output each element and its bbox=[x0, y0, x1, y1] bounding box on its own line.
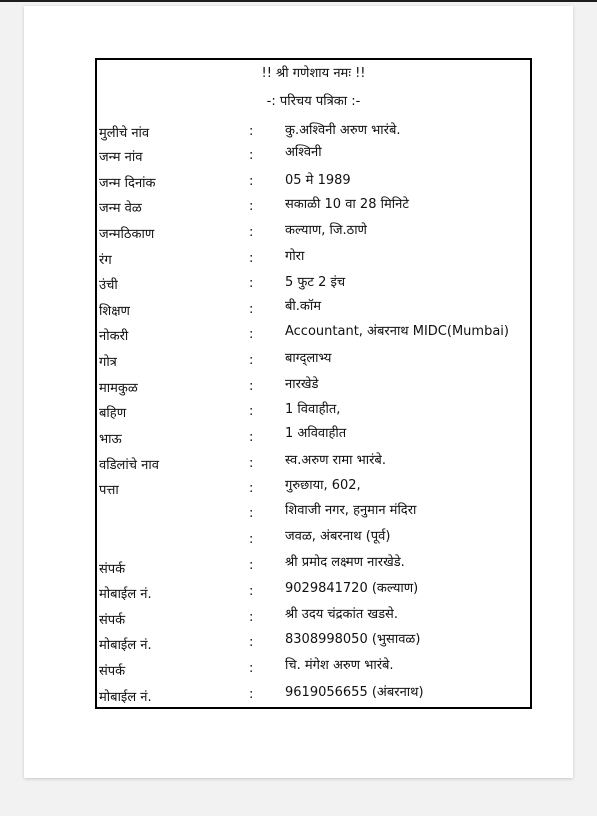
separator: : bbox=[249, 456, 254, 471]
separator: : bbox=[249, 506, 254, 521]
value-birth-time: सकाळी 10 वा 28 मिनिटे bbox=[285, 197, 409, 212]
label-birth-name: जन्म नांव bbox=[99, 150, 143, 165]
biodata-frame bbox=[95, 58, 532, 709]
label-mobile-2: मोबाईल नं. bbox=[99, 638, 152, 653]
separator: : bbox=[249, 687, 254, 702]
label-father-name: वडिलांचे नाव bbox=[99, 458, 159, 473]
separator: : bbox=[249, 174, 254, 189]
label-contact-3: संपर्क bbox=[99, 664, 126, 679]
label-birth-time: जन्म वेळ bbox=[99, 201, 142, 216]
value-birth-name: अश्विनी bbox=[285, 145, 322, 160]
separator: : bbox=[249, 327, 254, 342]
label-mobile-1: मोबाईल नं. bbox=[99, 587, 152, 602]
value-mobile-1: 9029841720 (कल्याण) bbox=[285, 581, 419, 596]
label-address: पत्ता bbox=[99, 483, 119, 498]
value-father-name: स्व.अरुण रामा भारंबे. bbox=[285, 453, 386, 468]
label-girl-name: मुलीचे नांव bbox=[99, 126, 150, 141]
value-girl-name: कु.अश्विनी अरुण भारंबे. bbox=[285, 123, 401, 138]
value-height: 5 फुट 2 इंच bbox=[285, 275, 346, 290]
label-birth-place: जन्मठिकाण bbox=[99, 227, 155, 242]
separator: : bbox=[249, 276, 254, 291]
separator: : bbox=[249, 635, 254, 650]
separator: : bbox=[249, 124, 254, 139]
value-mobile-2: 8308998050 (भुसावळ) bbox=[285, 632, 421, 647]
separator: : bbox=[249, 404, 254, 419]
label-education: शिक्षण bbox=[99, 304, 130, 319]
value-mobile-3: 9619056655 (अंबरनाथ) bbox=[285, 685, 424, 700]
value-birth-place: कल्याण, जि.ठाणे bbox=[285, 223, 367, 238]
value-sister: 1 विवाहीत, bbox=[285, 402, 341, 417]
label-height: उंची bbox=[99, 278, 118, 293]
value-education: बी.कॉम bbox=[285, 299, 322, 314]
value-birth-date: 05 मे 1989 bbox=[285, 173, 351, 188]
value-address-line-3: जवळ, अंबरनाथ (पूर्व) bbox=[285, 529, 391, 544]
invocation-heading: !! श्री गणेशाय नमः !! bbox=[261, 66, 366, 81]
label-contact-1: संपर्क bbox=[99, 562, 126, 577]
document-title: -: परिचय पत्रिका :- bbox=[266, 94, 361, 109]
value-complexion: गोरा bbox=[285, 249, 305, 264]
label-complexion: रंग bbox=[99, 253, 112, 268]
value-contact-3: चि. मंगेश अरुण भारंबे. bbox=[285, 658, 394, 673]
value-address-line-2: शिवाजी नगर, हनुमान मंदिरा bbox=[285, 503, 417, 518]
separator: : bbox=[249, 302, 254, 317]
value-address-line-1: गुरुछाया, 602, bbox=[285, 478, 361, 493]
separator: : bbox=[249, 148, 254, 163]
separator: : bbox=[249, 379, 254, 394]
label-birth-date: जन्म दिनांक bbox=[99, 176, 156, 191]
document-page bbox=[24, 6, 573, 778]
separator: : bbox=[249, 610, 254, 625]
value-contact-1: श्री प्रमोद लक्ष्मण नारखेडे. bbox=[285, 555, 405, 570]
separator: : bbox=[249, 430, 254, 445]
label-brother: भाऊ bbox=[99, 432, 122, 447]
value-gotra: बाग्द्लाभ्य bbox=[285, 351, 332, 366]
separator: : bbox=[249, 225, 254, 240]
separator: : bbox=[249, 584, 254, 599]
label-mobile-3: मोबाईल नं. bbox=[99, 690, 152, 705]
separator: : bbox=[249, 481, 254, 496]
separator: : bbox=[249, 661, 254, 676]
separator: : bbox=[249, 532, 254, 547]
label-job: नोकरी bbox=[99, 329, 129, 344]
value-job: Accountant, अंबरनाथ MIDC(Mumbai) bbox=[285, 324, 509, 339]
label-maternal-family: मामकुळ bbox=[99, 381, 138, 396]
value-contact-2: श्री उदय चंद्रकांत खडसे. bbox=[285, 607, 398, 622]
label-sister: बहिण bbox=[99, 406, 127, 421]
separator: : bbox=[249, 558, 254, 573]
viewer-top-bar bbox=[0, 0, 597, 2]
label-gotra: गोत्र bbox=[99, 355, 117, 370]
value-maternal-family: नारखेडे bbox=[285, 377, 319, 392]
label-contact-2: संपर्क bbox=[99, 613, 126, 628]
separator: : bbox=[249, 251, 254, 266]
value-brother: 1 अविवाहीत bbox=[285, 426, 347, 441]
separator: : bbox=[249, 199, 254, 214]
separator: : bbox=[249, 353, 254, 368]
